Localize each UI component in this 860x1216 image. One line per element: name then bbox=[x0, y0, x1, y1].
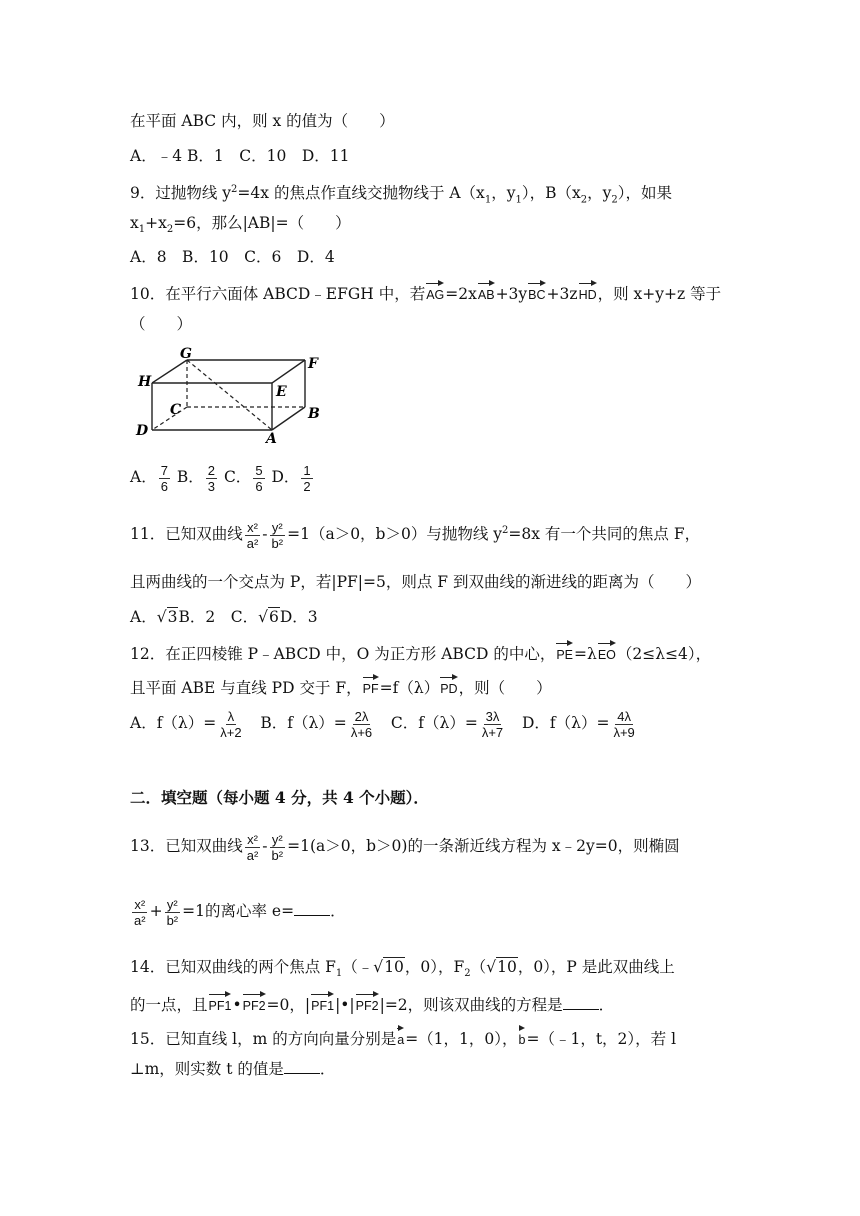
answer-blank bbox=[294, 901, 330, 916]
q11-line1: 11．已知双曲线 $\frac{\text{x²}}{\text{a²}}$ - $\frac{\text{y²}}{\text{b²}}$ =1（a＞0，b＞0）与抛物线 $y^2=8x$ 有一个共同的焦点 F， bbox=[130, 519, 701, 551]
q12-line2: 且平面 ABE 与直线 PD 交于 F，PF=f（λ）PD，则（ ） bbox=[130, 674, 552, 700]
vertex-h: H bbox=[138, 374, 152, 390]
q10-options: A． $\frac{7}{6}$ B． $\frac{2}{3}$ C． $\frac{5}{6}$ D． $\frac{1}{2}$ bbox=[130, 462, 311, 494]
q8-stem-tail: 在平面 ABC 内，则 x 的值为（ ） bbox=[130, 112, 395, 130]
vector-pf: PF bbox=[363, 674, 379, 700]
vector-pd: PD bbox=[440, 674, 457, 700]
vector-pf2-abs: PF2 bbox=[356, 991, 379, 1017]
vector-hd: HD bbox=[579, 280, 597, 306]
q10-line1: 10．在平行六面体 ABCD﹣EFGH 中，若AG=2xAB+3yBC+3zHD，则 x+y+z 等于 bbox=[130, 280, 721, 306]
vertex-a: A bbox=[266, 431, 277, 446]
vertex-c: C bbox=[170, 402, 182, 418]
vertex-b: B bbox=[308, 406, 320, 422]
q11-line2: 且两曲线的一个交点为 P，若|PF|=5，则点 F 到双曲线的渐进线的距离为（ ） bbox=[130, 573, 701, 591]
q9-line1: 9．过抛物线 $y^2=4x$ 的焦点作直线交抛物线于 $A(x_1$，$y_1$），$B(x_2$，$y_2$），如果 bbox=[130, 184, 672, 206]
vector-pf1: PF1 bbox=[209, 991, 232, 1017]
q13-line2: $\frac{\text{x²}}{\text{a²}}$ + $\frac{\text{y²}}{\text{b²}}$ =1的离心率 e= ． bbox=[134, 896, 346, 928]
q15-line2: ⊥m，则实数 t 的值是 ． bbox=[130, 1060, 336, 1078]
q13-line1: 13．已知双曲线 $\frac{\text{x²}}{\text{a²}}$ - $\frac{\text{y²}}{\text{b²}}$ =1(a＞0，b＞0)的一条渐近线方程为 x﹣2y=0，则椭圆 bbox=[130, 831, 680, 863]
vector-ag: AG bbox=[426, 280, 444, 306]
q12-line1: 12．在正四棱锥 P﹣ABCD 中，O 为正方形 ABCD 的中心，PE=λEO（2≤λ≤4）， bbox=[130, 640, 711, 666]
vector-pf1-abs: PF1 bbox=[311, 991, 334, 1017]
vector-ab: AB bbox=[478, 280, 495, 306]
q14-line1: 14．已知双曲线的两个焦点 $F_1(﹣√10$，0），$F_2(√10$，0），P 是此双曲线上 bbox=[130, 958, 675, 980]
q9-line2: $x_1+x_2=6$，那么|AB|=（ ） bbox=[130, 214, 351, 236]
parallelepiped-figure bbox=[130, 346, 330, 446]
q15-line1: 15．已知直线 l，m 的方向向量分别是a=（1，1，0），b=（﹣1，t，2），若 l bbox=[130, 1025, 676, 1051]
vector-a: a bbox=[397, 1025, 404, 1051]
q9-options: A．8 B．10 C．6 D．4 bbox=[130, 248, 335, 266]
q8-options: A．﹣4 B．1 C．10 D．11 bbox=[130, 147, 350, 165]
vector-bc: BC bbox=[528, 280, 545, 306]
answer-blank bbox=[284, 1059, 320, 1074]
vertex-f: F bbox=[308, 356, 318, 372]
vertex-d: D bbox=[136, 423, 149, 439]
vertex-e: E bbox=[276, 384, 287, 400]
vector-b: b bbox=[519, 1025, 526, 1051]
vector-pf2: PF2 bbox=[243, 991, 266, 1017]
vertex-g: G bbox=[180, 346, 192, 362]
vector-eo: EO bbox=[598, 640, 616, 666]
q11-options: A．√3B．2 C．√6D．3 bbox=[130, 608, 318, 626]
section-heading: 二．填空题（每小题 4 分，共 4 个小题）． bbox=[130, 788, 429, 807]
q14-line2: 的一点，且PF1•PF2=0，|PF1|•|PF2|=2，则该双曲线的方程是 ． bbox=[130, 991, 614, 1017]
q12-options: A．f（λ）= $\frac{\lambda}{\lambda+2}$ B．f（λ）= $\frac{2\lambda}{\lambda+6}$ C．f（λ）= $\frac{3\lambda}{\lambda+7}$ D．f（λ）= $\frac{4\lambda}{\lambda+9}$ bbox=[130, 708, 635, 740]
q10-line2: （ ） bbox=[130, 315, 193, 333]
vector-pe: PE bbox=[556, 640, 573, 666]
answer-blank bbox=[563, 995, 599, 1010]
